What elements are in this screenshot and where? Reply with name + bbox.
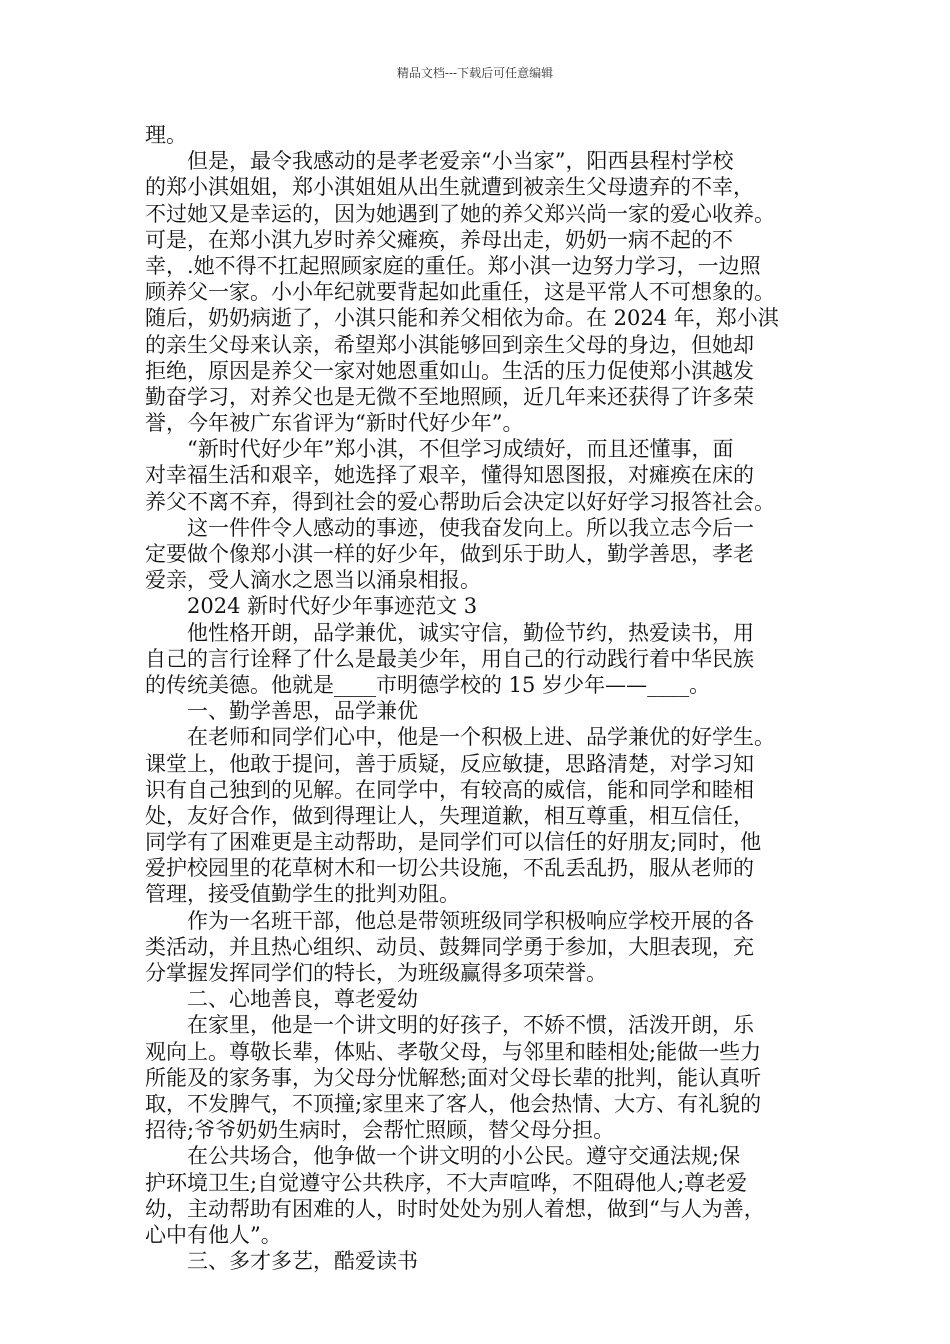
text-line: 爱护校园里的花草树木和一切公共设施，不乱丢乱扔，服从老师的 bbox=[145, 856, 754, 881]
text-line: 誉，今年被广东省评为“新时代好少年”。 bbox=[145, 411, 524, 436]
text-line: 在老师和同学们心中，他是一个积极上进、品学兼优的好学生。 bbox=[145, 725, 775, 750]
text-line: 自己的言行诠释了什么是最美少年，用自己的行动践行着中华民族 bbox=[145, 646, 754, 671]
text-line: 类活动，并且热心组织、动员、鼓舞同学勇于参加，大胆表现，充 bbox=[145, 934, 754, 959]
text-line: 定要做个像郑小淇一样的好少年，做到乐于助人，勤学善思，孝老 bbox=[145, 542, 754, 566]
text-line: 理。 bbox=[145, 123, 187, 147]
text-line: 的传统美德。他就是____市明德学校的 15 岁少年——____。 bbox=[145, 672, 711, 697]
text-line: 勤奋学习，对养父也是无微不至地照顾，近几年来还获得了许多荣 bbox=[145, 384, 754, 409]
text-line: 的亲生父母来认亲，希望郑小淇能够回到亲生父母的身边，但她却 bbox=[145, 332, 754, 357]
text-line: 分掌握发挥同学们的特长，为班级赢得多项荣誉。 bbox=[145, 961, 607, 985]
text-line: 三、多才多艺，酷爱读书 bbox=[145, 1249, 418, 1274]
text-line: 在公共场合，他争做一个讲文明的小公民。遵守交通法规;保 bbox=[145, 1144, 741, 1169]
text-line: 对幸福生活和艰辛，她选择了艰辛，懂得知恩图报，对瘫痪在床的 bbox=[145, 463, 754, 488]
text-line: 所能及的家务事，为父母分忧解愁;面对父母长辈的批判，能认真听 bbox=[145, 1065, 762, 1090]
text-line: 拒绝，原因是养父一家对她恩重如山。生活的压力促使郑小淇越发 bbox=[145, 358, 754, 383]
text-line: 随后，奶奶病逝了，小淇只能和养父相依为命。在 2024 年，郑小淇 bbox=[145, 306, 779, 331]
text-line: 养父不离不弃，得到社会的爱心帮助后会决定以好好学习报答社会。 bbox=[145, 489, 775, 514]
text-line: 招待;爷爷奶奶生病时，会帮忙照顾，替父母分担。 bbox=[145, 1118, 615, 1143]
text-line: 可是，在郑小淇九岁时养父瘫痪，养母出走，奶奶一病不起的不 bbox=[145, 227, 733, 252]
text-line: 一、勤学善思，品学兼优 bbox=[145, 699, 418, 724]
text-line: 观向上。尊敬长辈，体贴、孝敬父母，与邻里和睦相处;能做一些力 bbox=[145, 1039, 762, 1064]
text-line: 他性格开朗，品学兼优，诚实守信，勤俭节约，热爱读书，用 bbox=[145, 620, 754, 645]
text-line: 管理，接受值勤学生的批判劝阻。 bbox=[145, 882, 460, 907]
text-line: “新时代好少年”郑小淇，不但学习成绩好，而且还懂事，面 bbox=[145, 437, 734, 462]
document-body bbox=[145, 122, 810, 1274]
text-line: 在家里，他是一个讲文明的好孩子，不娇不惯，活泼开朗，乐 bbox=[145, 1013, 754, 1038]
text-line: 顾养父一家。小小年纪就要背起如此重任，这是平常人不可想象的。 bbox=[145, 280, 775, 305]
text-line: 爱亲，受人滴水之恩当以涌泉相报。 bbox=[145, 568, 481, 593]
text-line: 作为一名班干部，他总是带领班级同学积极响应学校开展的各 bbox=[145, 908, 754, 933]
text-line: 处，友好合作，做到得理让人，失理道歉，相互尊重，相互信任， bbox=[145, 803, 754, 828]
text-line: 识有自己独到的见解。在同学中，有较高的威信，能和同学和睦相 bbox=[145, 777, 754, 802]
text-line: 课堂上，他敢于提问，善于质疑，反应敏捷，思路清楚，对学习知 bbox=[145, 751, 754, 776]
text-line: 二、心地善良，尊老爱幼 bbox=[145, 987, 418, 1012]
text-line: 护环境卫生;自觉遵守公共秩序，不大声喧哗，不阻碍他人;尊老爱 bbox=[145, 1170, 748, 1195]
text-line: 这一件件令人感动的事迹，使我奋发向上。所以我立志今后一 bbox=[145, 515, 754, 540]
text-line: 不过她又是幸运的，因为她遇到了她的养父郑兴尚一家的爱心收养。 bbox=[145, 201, 775, 226]
text-line: 2024 新时代好少年事迹范文 3 bbox=[145, 594, 478, 619]
text-line: 取，不发脾气，不顶撞;家里来了客人，他会热情、大方、有礼貌的 bbox=[145, 1091, 762, 1116]
text-line: 幼，主动帮助有困难的人，时时处处为别人着想，做到“与人为善， bbox=[145, 1196, 765, 1221]
text-line: 的郑小淇姐姐，郑小淇姐姐从出生就遭到被亲生父母遗弃的不幸， bbox=[145, 175, 754, 200]
text-line: 但是，最令我感动的是孝老爱亲“小当家”，阳西县程村学校 bbox=[145, 149, 734, 174]
text-line: 同学有了困难更是主动帮助，是同学们可以信任的好朋友;同时，他 bbox=[145, 830, 762, 855]
text-line: 心中有他人”。 bbox=[145, 1222, 282, 1247]
page-header: 精品文档---下载后可任意编辑 bbox=[396, 66, 554, 80]
text-line: 幸，.她不得不扛起照顾家庭的重任。郑小淇一边努力学习，一边照 bbox=[145, 253, 761, 278]
